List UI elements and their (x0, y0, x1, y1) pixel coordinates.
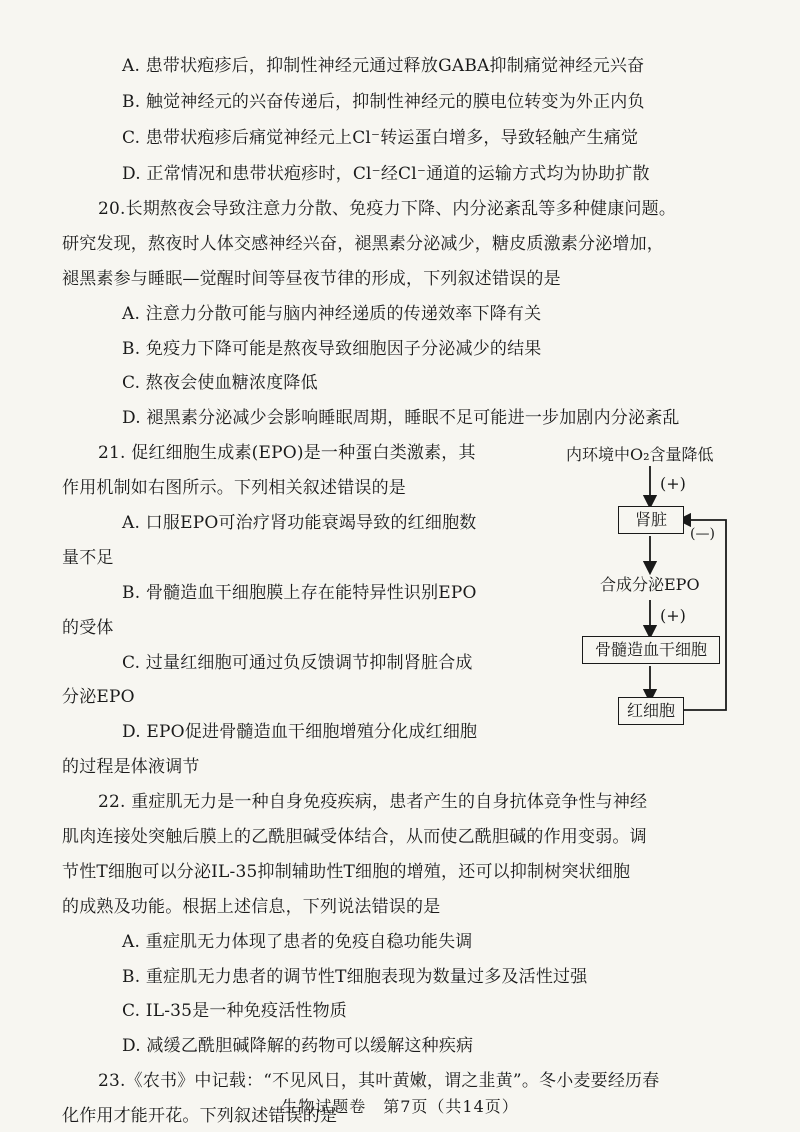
text-line: D. EPO促进骨髓造血干细胞增殖分化成红细胞 (122, 722, 478, 742)
text-line: D. 正常情况和患带状疱疹时，Cl⁻经Cl⁻通道的运输方式均为协助扩散 (122, 164, 650, 184)
text-line: C. 熬夜会使血糖浓度降低 (122, 373, 318, 393)
text-line: 分泌EPO (62, 687, 135, 707)
text-line: 的成熟及功能。根据上述信息，下列说法错误的是 (62, 897, 441, 917)
text-line: A. 重症肌无力体现了患者的免疫自稳功能失调 (122, 932, 473, 952)
text-line: B. 免疫力下降可能是熬夜导致细胞因子分泌减少的结果 (122, 339, 542, 359)
text-line: B. 触觉神经元的兴奋传递后，抑制性神经元的膜电位转变为外正内负 (122, 92, 645, 112)
page-footer: 生物试题卷 第7页（共14页） (281, 1097, 519, 1116)
text-line: A. 注意力分散可能与脑内神经递质的传递效率下降有关 (122, 304, 542, 324)
text-line: 研究发现，熬夜时人体交感神经兴奋，褪黑素分泌减少，糖皮质激素分泌增加， (62, 234, 664, 254)
text-line: A. 患带状疱疹后，抑制性神经元通过释放GABA抑制痛觉神经元兴奋 (122, 56, 645, 76)
diagram-stem-cell-box: 骨髓造血干细胞 (582, 636, 720, 664)
diagram-minus: (—) (690, 526, 715, 542)
diagram-epo-label: 合成分泌EPO (600, 575, 700, 594)
diagram-rbc-box: 红细胞 (618, 697, 684, 725)
text-line: C. 患带状疱疹后痛觉神经元上Cl⁻转运蛋白增多，导致轻触产生痛觉 (122, 128, 639, 148)
text-line: 20.长期熬夜会导致注意力分散、免疫力下降、内分泌紊乱等多种健康问题。 (98, 199, 677, 219)
text-line: 23.《农书》中记载：“不见风日，其叶黄嫩，谓之韭黄”。冬小麦要经历春 (98, 1071, 660, 1091)
text-line: B. 重症肌无力患者的调节性T细胞表现为数量过多及活性过强 (122, 967, 588, 987)
text-line: 21. 促红细胞生成素(EPO)是一种蛋白类激素，其 (98, 443, 476, 463)
epo-regulation-diagram (560, 440, 760, 730)
text-line: 化作用才能开花。下列叙述错误的是 (62, 1106, 338, 1126)
text-line: B. 骨髓造血干细胞膜上存在能特异性识别EPO (122, 583, 477, 603)
text-line: D. 褪黑素分泌减少会影响睡眠周期，睡眠不足可能进一步加剧内分泌紊乱 (122, 408, 680, 428)
text-line: 的过程是体液调节 (62, 757, 200, 777)
text-line: C. 过量红细胞可通过负反馈调节抑制肾脏合成 (122, 653, 473, 673)
text-line: A. 口服EPO可治疗肾功能衰竭导致的红细胞数 (122, 513, 477, 533)
text-line: 量不足 (62, 548, 114, 568)
text-line: 肌肉连接处突触后膜上的乙酰胆碱受体结合，从而使乙酰胆碱的作用变弱。调 (62, 827, 647, 847)
text-line: 22. 重症肌无力是一种自身免疫疾病，患者产生的自身抗体竞争性与神经 (98, 792, 648, 812)
text-line: C. IL-35是一种免疫活性物质 (122, 1001, 347, 1021)
text-line: 节性T细胞可以分泌IL-35抑制辅助性T细胞的增殖，还可以抑制树突状细胞 (62, 862, 631, 882)
text-line: 褪黑素参与睡眠—觉醒时间等昼夜节律的形成，下列叙述错误的是 (62, 269, 561, 289)
diagram-plus-1: (+) (660, 474, 686, 493)
text-line: 作用机制如右图所示。下列相关叙述错误的是 (62, 478, 406, 498)
text-line: 的受体 (62, 618, 114, 638)
diagram-plus-2: (+) (660, 606, 686, 625)
diagram-top-label: 内环境中O₂含量降低 (566, 445, 714, 464)
diagram-kidney-box: 肾脏 (618, 506, 684, 534)
text-line: D. 减缓乙酰胆碱降解的药物可以缓解这种疾病 (122, 1036, 474, 1056)
